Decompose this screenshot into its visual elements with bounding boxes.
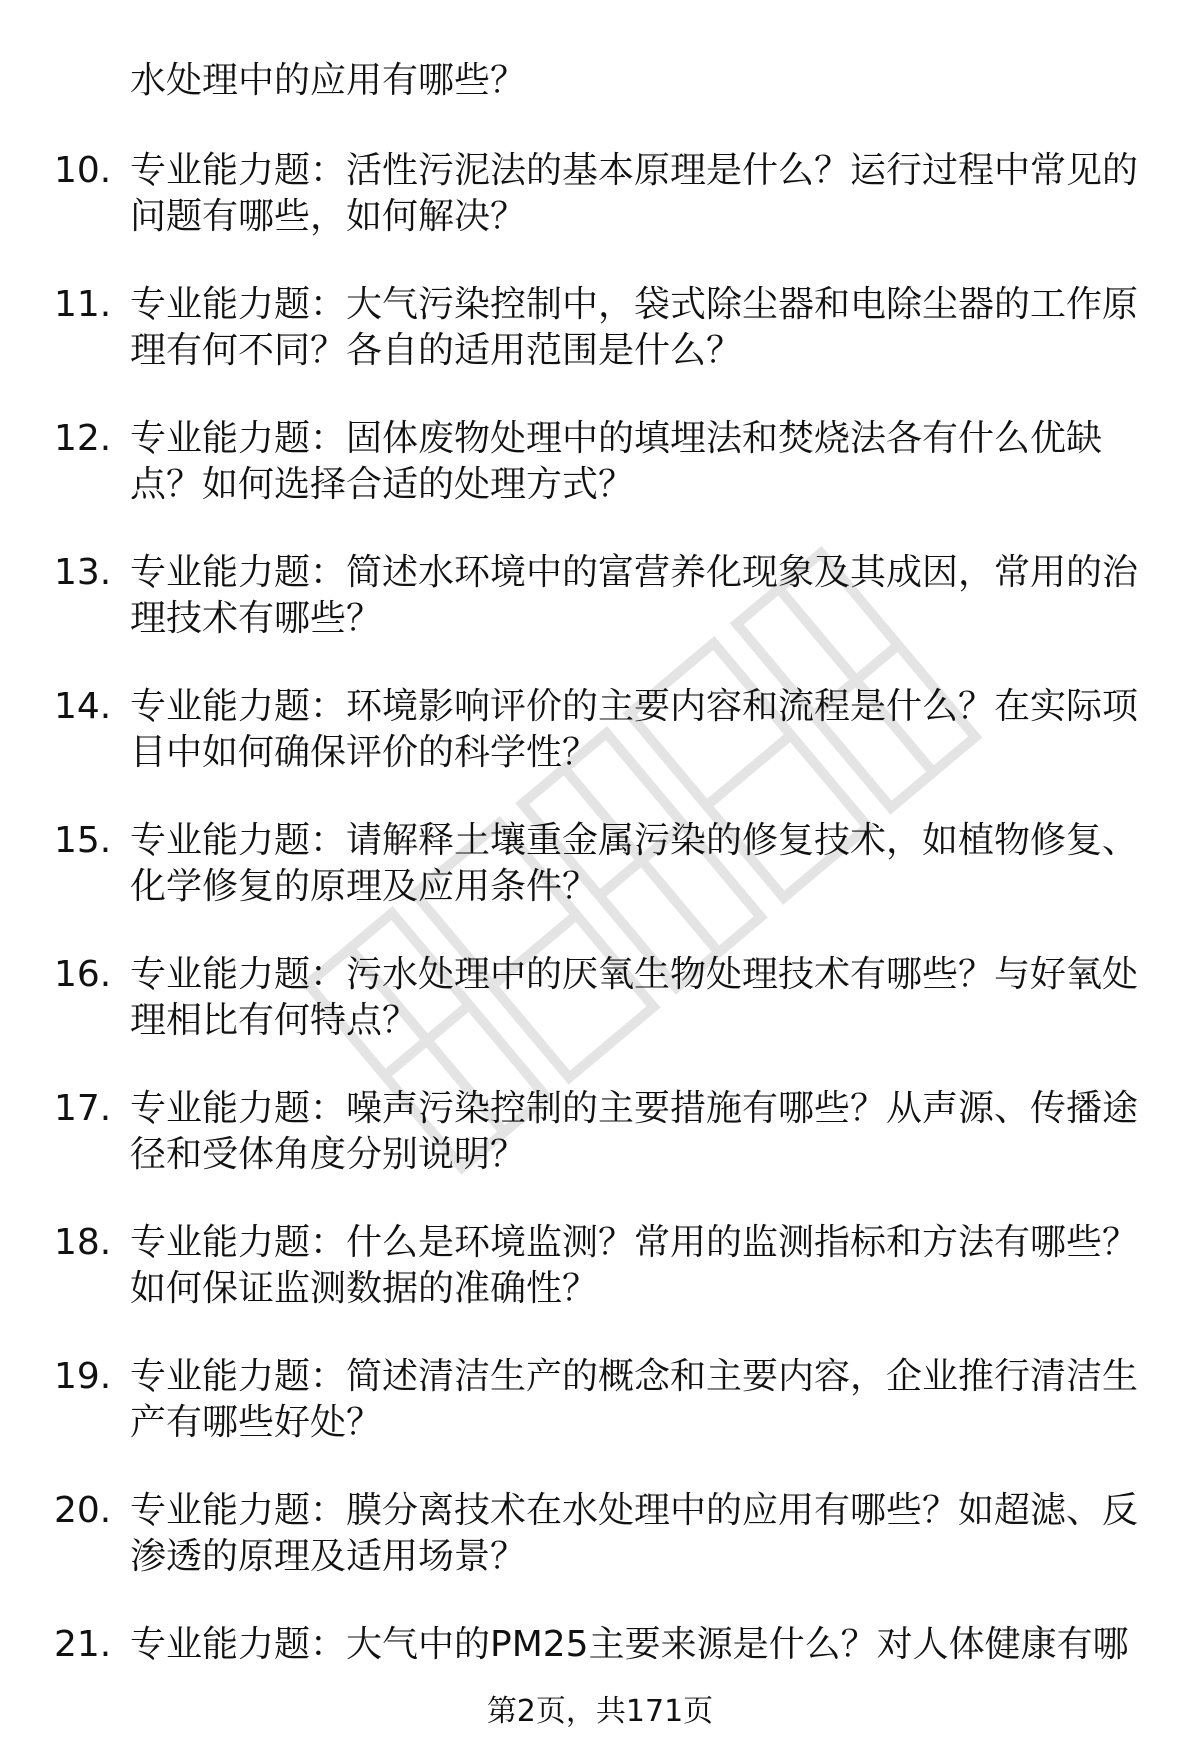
question-text: 专业能力题：膜分离技术在水处理中的应用有哪些？如超滤、反渗透的原理及适用场景？ <box>130 1490 1139 1577</box>
question-text: 专业能力题：大气中的PM25主要来源是什么？对人体健康有哪 <box>130 1624 1129 1665</box>
list-item <box>0 1488 1140 1580</box>
page-number-footer: 第2页，共171页 <box>486 1694 714 1729</box>
question-number: 17. <box>54 1088 112 1129</box>
question-text: 专业能力题：什么是环境监测？常用的监测指标和方法有哪些？如何保证监测数据的准确性？ <box>130 1222 1139 1309</box>
question-text: 专业能力题：活性污泥法的基本原理是什么？运行过程中常见的问题有哪些，如何解决？ <box>130 150 1139 237</box>
continued-question-text: 水处理中的应用有哪些？ <box>130 60 527 101</box>
question-text: 专业能力题：大气污染控制中，袋式除尘器和电除尘器的工作原理有何不同？各自的适用范围是什么？ <box>130 284 1139 371</box>
list-item <box>0 952 1140 1044</box>
question-number: 19. <box>54 1356 112 1397</box>
list-item <box>0 1354 1140 1446</box>
question-number: 14. <box>54 686 112 727</box>
list-item <box>0 1622 1140 1668</box>
question-number: 15. <box>54 820 112 861</box>
question-text: 专业能力题：简述水环境中的富营养化现象及其成因，常用的治理技术有哪些？ <box>130 552 1139 639</box>
question-number: 10. <box>54 150 112 191</box>
question-text: 专业能力题：请解释土壤重金属污染的修复技术，如植物修复、化学修复的原理及应用条件？ <box>130 820 1139 907</box>
list-item <box>0 684 1140 776</box>
question-number: 21. <box>54 1624 112 1665</box>
question-number: 20. <box>54 1490 112 1531</box>
question-number: 12. <box>54 418 112 459</box>
list-item <box>0 1220 1140 1312</box>
question-number: 13. <box>54 552 112 593</box>
question-text: 专业能力题：简述清洁生产的概念和主要内容，企业推行清洁生产有哪些好处？ <box>130 1356 1139 1443</box>
list-item <box>0 416 1140 508</box>
question-text: 专业能力题：固体废物处理中的填埋法和焚烧法各有什么优缺点？如何选择合适的处理方式？ <box>130 418 1103 505</box>
question-list <box>0 58 1200 1710</box>
list-item <box>0 1086 1140 1178</box>
list-item <box>0 818 1140 910</box>
list-item <box>0 550 1140 642</box>
question-number: 16. <box>54 954 112 995</box>
list-item <box>0 148 1140 240</box>
list-item <box>0 282 1140 374</box>
question-text: 专业能力题：噪声污染控制的主要措施有哪些？从声源、传播途径和受体角度分别说明？ <box>130 1088 1139 1175</box>
question-text: 专业能力题：环境影响评价的主要内容和流程是什么？在实际项目中如何确保评价的科学性？ <box>130 686 1139 773</box>
question-number: 18. <box>54 1222 112 1263</box>
question-text: 专业能力题：污水处理中的厌氧生物处理技术有哪些？与好氧处理相比有何特点？ <box>130 954 1139 1041</box>
question-number: 11. <box>54 284 112 325</box>
